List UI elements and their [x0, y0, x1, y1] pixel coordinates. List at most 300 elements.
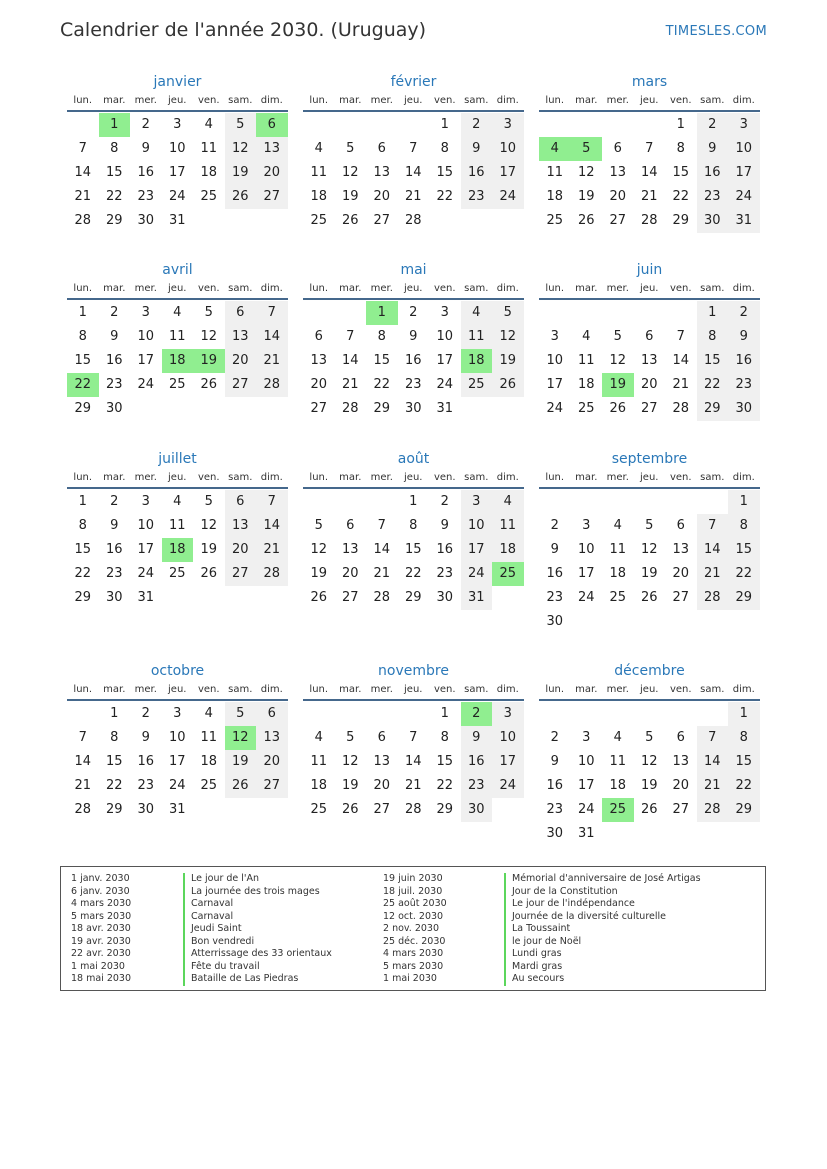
day-cell: 9 [110, 518, 119, 533]
empty-cell [256, 397, 288, 421]
day-cell: 10 [461, 514, 493, 538]
empty-cell [225, 798, 257, 822]
day-cell: 6 [256, 702, 288, 726]
day-cell: 8 [110, 141, 119, 156]
day-cell: 30 [546, 614, 564, 629]
day-cell: 5 [613, 329, 622, 344]
empty-cell [571, 490, 603, 514]
weekday-label: mar. [103, 283, 126, 294]
day-cell: 26 [200, 377, 218, 392]
day-cell: 15 [105, 754, 123, 769]
day-cell: 14 [697, 750, 729, 774]
empty-cell [634, 610, 666, 634]
legend-holiday-name: Atterrissage des 33 orientaux [183, 948, 332, 961]
day-cell: 13 [609, 165, 627, 180]
day-cell: 20 [609, 189, 627, 204]
day-cell: 4 [204, 706, 213, 721]
day-cell: 8 [697, 325, 729, 349]
weekday-label: dim. [732, 684, 755, 695]
weekday-label: mar. [103, 472, 126, 483]
day-cell: 7 [645, 141, 654, 156]
legend-names-right [504, 873, 701, 986]
day-cell: 31 [461, 586, 493, 610]
weekday-label: sam. [464, 684, 489, 695]
empty-cell [539, 301, 571, 325]
empty-cell [697, 490, 729, 514]
legend-dates-left [71, 873, 131, 986]
day-cell: 29 [373, 401, 391, 416]
legend-holiday-name: Bataille de Las Piedras [183, 973, 332, 986]
day-cell: 2 [141, 706, 150, 721]
day-cell: 17 [168, 165, 186, 180]
day-cell: 22 [105, 778, 123, 793]
weekday-label: mer. [606, 684, 629, 695]
weekday-label: mar. [575, 472, 598, 483]
day-cell: 31 [577, 826, 595, 841]
day-cell: 16 [697, 161, 729, 185]
day-cell: 6 [314, 329, 323, 344]
weekday-header [539, 280, 760, 300]
day-cell: 13 [373, 754, 391, 769]
day-cell: 5 [346, 730, 355, 745]
day-cell: 1 [440, 706, 449, 721]
day-cell: 8 [728, 514, 760, 538]
month-name: janvier [153, 74, 202, 90]
day-cell: 29 [105, 213, 123, 228]
day-cell: 5 [225, 702, 257, 726]
day-cell: 12 [492, 325, 524, 349]
holiday-day-cell: 12 [225, 726, 257, 750]
weekday-label: sam. [228, 472, 253, 483]
weekday-label: ven. [197, 472, 220, 483]
legend-holiday-name: Fête du travail [183, 961, 332, 974]
day-grid [67, 490, 288, 610]
day-cell: 21 [373, 566, 391, 581]
day-cell: 30 [404, 401, 422, 416]
weekday-header [67, 280, 288, 300]
legend-holiday-name: Lundi gras [504, 948, 701, 961]
day-cell: 5 [346, 141, 355, 156]
day-cell: 6 [346, 518, 355, 533]
day-cell: 10 [436, 329, 454, 344]
day-cell: 28 [256, 562, 288, 586]
empty-cell [665, 301, 697, 325]
day-cell: 5 [314, 518, 323, 533]
holiday-day-cell: 22 [67, 373, 99, 397]
day-cell: 8 [409, 518, 418, 533]
day-cell: 20 [310, 377, 328, 392]
day-cell: 3 [141, 305, 150, 320]
day-cell: 6 [676, 518, 685, 533]
empty-cell [697, 702, 729, 726]
day-cell: 15 [672, 165, 690, 180]
day-cell: 5 [645, 518, 654, 533]
day-cell: 13 [640, 353, 658, 368]
day-cell: 23 [461, 185, 493, 209]
empty-cell [225, 397, 257, 421]
day-cell: 11 [492, 514, 524, 538]
day-cell: 20 [256, 750, 288, 774]
day-cell: 24 [461, 562, 493, 586]
day-cell: 15 [728, 750, 760, 774]
weekday-label: lun. [545, 684, 565, 695]
day-cell: 16 [728, 349, 760, 373]
day-cell: 15 [404, 542, 422, 557]
empty-cell [193, 798, 225, 822]
day-cell: 28 [404, 802, 422, 817]
empty-cell [335, 113, 367, 137]
weekday-label: sam. [700, 472, 725, 483]
day-cell: 26 [609, 401, 627, 416]
day-cell: 3 [461, 490, 493, 514]
empty-cell [634, 490, 666, 514]
weekday-label: lun. [73, 472, 93, 483]
weekday-label: jeu. [404, 472, 423, 483]
month-name: mai [400, 262, 427, 278]
empty-cell [539, 113, 571, 137]
empty-cell [366, 113, 398, 137]
empty-cell [492, 397, 524, 421]
weekday-label: ven. [669, 283, 692, 294]
day-cell: 30 [697, 209, 729, 233]
site-link[interactable]: TIMESLES.COM [665, 24, 767, 39]
month-block [303, 449, 524, 610]
day-cell: 6 [225, 490, 257, 514]
day-cell: 8 [728, 726, 760, 750]
empty-cell [602, 822, 634, 846]
day-cell: 4 [314, 730, 323, 745]
day-cell: 26 [577, 213, 595, 228]
weekday-label: dim. [260, 95, 283, 106]
day-cell: 14 [373, 542, 391, 557]
day-cell: 16 [404, 353, 422, 368]
weekday-label: lun. [73, 684, 93, 695]
day-cell: 11 [461, 325, 493, 349]
day-cell: 10 [728, 137, 760, 161]
day-cell: 19 [640, 778, 658, 793]
empty-cell [728, 822, 760, 846]
day-cell: 25 [461, 373, 493, 397]
day-cell: 6 [676, 730, 685, 745]
day-cell: 16 [546, 778, 564, 793]
empty-cell [225, 209, 257, 233]
day-cell: 22 [697, 373, 729, 397]
day-cell: 6 [377, 141, 386, 156]
day-cell: 25 [168, 566, 186, 581]
day-cell: 21 [697, 562, 729, 586]
empty-cell [634, 301, 666, 325]
day-cell: 9 [110, 329, 119, 344]
empty-cell [634, 822, 666, 846]
holiday-day-cell: 18 [461, 349, 493, 373]
day-cell: 9 [550, 754, 559, 769]
empty-cell [303, 702, 335, 726]
empty-cell [335, 702, 367, 726]
day-cell: 22 [105, 189, 123, 204]
day-cell: 24 [168, 778, 186, 793]
day-cell: 27 [373, 802, 391, 817]
day-cell: 20 [672, 566, 690, 581]
day-cell: 8 [110, 730, 119, 745]
day-cell: 7 [256, 490, 288, 514]
weekday-label: ven. [433, 95, 456, 106]
day-cell: 18 [492, 538, 524, 562]
holiday-day-cell: 18 [162, 538, 194, 562]
day-cell: 4 [613, 730, 622, 745]
day-cell: 9 [440, 518, 449, 533]
day-cell: 2 [461, 113, 493, 137]
weekday-label: sam. [228, 684, 253, 695]
empty-cell [256, 798, 288, 822]
day-cell: 13 [225, 325, 257, 349]
day-cell: 14 [697, 538, 729, 562]
weekday-header [303, 681, 524, 701]
empty-cell [539, 702, 571, 726]
weekday-label: mar. [575, 95, 598, 106]
day-cell: 21 [74, 778, 92, 793]
day-cell: 9 [550, 542, 559, 557]
weekday-label: sam. [700, 283, 725, 294]
day-grid [303, 301, 524, 421]
holiday-day-cell: 1 [366, 301, 398, 325]
day-cell: 4 [461, 301, 493, 325]
weekday-label: jeu. [168, 95, 187, 106]
day-cell: 2 [110, 494, 119, 509]
day-cell: 8 [440, 730, 449, 745]
day-cell: 13 [672, 542, 690, 557]
empty-cell [335, 301, 367, 325]
day-cell: 25 [200, 189, 218, 204]
day-cell: 24 [137, 566, 155, 581]
weekday-header [303, 280, 524, 300]
day-cell: 30 [137, 802, 155, 817]
legend-holiday-name: Le jour de l'An [183, 873, 332, 886]
weekday-label: dim. [732, 472, 755, 483]
day-cell: 10 [577, 754, 595, 769]
day-cell: 10 [168, 141, 186, 156]
day-cell: 24 [492, 185, 524, 209]
month-name: septembre [611, 451, 688, 467]
weekday-label: jeu. [640, 283, 659, 294]
legend-holiday-name: Au secours [504, 973, 701, 986]
legend-date: 1 mai 2030 [71, 960, 125, 972]
legend-holiday-name: Carnaval [183, 911, 332, 924]
day-cell: 24 [577, 802, 595, 817]
day-cell: 1 [728, 490, 760, 514]
day-cell: 10 [137, 518, 155, 533]
holiday-day-cell: 1 [99, 113, 131, 137]
weekday-header [67, 92, 288, 112]
day-cell: 23 [105, 377, 123, 392]
day-cell: 17 [728, 161, 760, 185]
day-cell: 4 [173, 305, 182, 320]
day-cell: 18 [609, 778, 627, 793]
weekday-label: sam. [228, 283, 253, 294]
empty-cell [225, 586, 257, 610]
day-cell: 23 [461, 774, 493, 798]
day-cell: 4 [492, 490, 524, 514]
month-name: juin [636, 262, 663, 278]
weekday-label: mer. [134, 472, 157, 483]
day-cell: 26 [225, 774, 257, 798]
day-cell: 26 [310, 590, 328, 605]
day-cell: 16 [436, 542, 454, 557]
legend-holiday-name: Le jour de l'indépendance [504, 898, 701, 911]
day-cell: 8 [78, 329, 87, 344]
weekday-label: mer. [370, 684, 393, 695]
weekday-label: lun. [73, 95, 93, 106]
holiday-day-cell: 19 [602, 373, 634, 397]
day-cell: 25 [609, 590, 627, 605]
day-cell: 19 [225, 161, 257, 185]
legend-date: 12 oct. 2030 [383, 910, 444, 922]
day-cell: 3 [550, 329, 559, 344]
day-cell: 22 [436, 778, 454, 793]
day-cell: 1 [676, 117, 685, 132]
day-cell: 20 [225, 538, 257, 562]
day-cell: 11 [200, 730, 218, 745]
day-cell: 9 [409, 329, 418, 344]
weekday-label: lun. [545, 283, 565, 294]
day-cell: 24 [137, 377, 155, 392]
day-cell: 5 [645, 730, 654, 745]
legend-holiday-name: Mémorial d'anniversaire de José Artigas [504, 873, 701, 886]
weekday-header [539, 92, 760, 112]
day-cell: 26 [200, 566, 218, 581]
day-cell: 31 [168, 213, 186, 228]
day-cell: 21 [404, 189, 422, 204]
day-cell: 29 [728, 586, 760, 610]
weekday-label: jeu. [404, 684, 423, 695]
day-cell: 9 [141, 141, 150, 156]
weekday-label: jeu. [640, 472, 659, 483]
day-cell: 14 [404, 754, 422, 769]
empty-cell [398, 702, 430, 726]
legend-date: 1 mai 2030 [383, 973, 437, 984]
empty-cell [697, 822, 729, 846]
month-block [303, 661, 524, 822]
day-cell: 16 [137, 754, 155, 769]
day-cell: 23 [728, 373, 760, 397]
empty-cell [634, 702, 666, 726]
day-cell: 24 [436, 377, 454, 392]
weekday-label: ven. [433, 472, 456, 483]
day-cell: 25 [577, 401, 595, 416]
day-cell: 28 [640, 213, 658, 228]
legend-date: 4 mars 2030 [383, 948, 444, 959]
day-cell: 14 [672, 353, 690, 368]
day-cell: 19 [341, 778, 359, 793]
weekday-label: lun. [309, 283, 329, 294]
empty-cell [366, 702, 398, 726]
weekday-label: mer. [134, 684, 157, 695]
day-cell: 10 [546, 353, 564, 368]
day-cell: 21 [697, 774, 729, 798]
day-cell: 11 [200, 141, 218, 156]
empty-cell [162, 397, 194, 421]
day-cell: 1 [697, 301, 729, 325]
month-name: décembre [614, 663, 685, 679]
weekday-label: mar. [103, 684, 126, 695]
legend-holiday-name: Bon vendredi [183, 936, 332, 949]
empty-cell [193, 586, 225, 610]
day-cell: 14 [341, 353, 359, 368]
legend-holiday-name: Jeudi Saint [183, 923, 332, 936]
weekday-label: mer. [606, 283, 629, 294]
month-name: octobre [150, 663, 205, 679]
weekday-label: mar. [575, 684, 598, 695]
weekday-label: mer. [134, 283, 157, 294]
weekday-header [67, 681, 288, 701]
day-cell: 11 [609, 754, 627, 769]
empty-cell [602, 113, 634, 137]
day-cell: 2 [141, 117, 150, 132]
day-cell: 22 [373, 377, 391, 392]
day-cell: 3 [728, 113, 760, 137]
weekday-label: sam. [464, 472, 489, 483]
empty-cell [193, 209, 225, 233]
day-cell: 9 [728, 325, 760, 349]
day-grid [539, 113, 760, 233]
day-cell: 20 [256, 161, 288, 185]
day-cell: 18 [200, 165, 218, 180]
day-cell: 19 [341, 189, 359, 204]
legend-holiday-name: Carnaval [183, 898, 332, 911]
day-cell: 25 [310, 802, 328, 817]
day-cell: 8 [440, 141, 449, 156]
day-cell: 6 [613, 141, 622, 156]
day-cell: 20 [640, 377, 658, 392]
day-cell: 3 [173, 706, 182, 721]
day-cell: 17 [577, 778, 595, 793]
day-cell: 12 [225, 137, 257, 161]
day-cell: 8 [377, 329, 386, 344]
day-cell: 7 [409, 141, 418, 156]
holiday-legend [60, 866, 766, 991]
day-cell: 23 [404, 377, 422, 392]
weekday-label: mer. [134, 95, 157, 106]
day-cell: 23 [137, 189, 155, 204]
day-cell: 27 [310, 401, 328, 416]
empty-cell [256, 209, 288, 233]
legend-date: 19 avr. 2030 [71, 935, 131, 947]
weekday-label: dim. [260, 684, 283, 695]
day-cell: 24 [577, 590, 595, 605]
day-cell: 14 [640, 165, 658, 180]
day-cell: 11 [310, 165, 328, 180]
day-cell: 27 [640, 401, 658, 416]
legend-date: 6 janv. 2030 [71, 885, 130, 897]
empty-cell [303, 301, 335, 325]
month-name: novembre [378, 663, 449, 679]
day-cell: 20 [225, 349, 257, 373]
weekday-label: dim. [496, 95, 519, 106]
month-name: août [397, 451, 430, 467]
day-cell: 29 [74, 401, 92, 416]
day-cell: 11 [609, 542, 627, 557]
day-cell: 24 [546, 401, 564, 416]
holiday-day-cell: 18 [162, 349, 194, 373]
day-cell: 11 [168, 518, 186, 533]
day-cell: 29 [105, 802, 123, 817]
empty-cell [571, 113, 603, 137]
legend-date: 18 avr. 2030 [71, 923, 131, 934]
day-cell: 13 [256, 137, 288, 161]
weekday-label: dim. [496, 283, 519, 294]
day-cell: 5 [225, 113, 257, 137]
day-cell: 6 [225, 301, 257, 325]
month-block [303, 260, 524, 421]
